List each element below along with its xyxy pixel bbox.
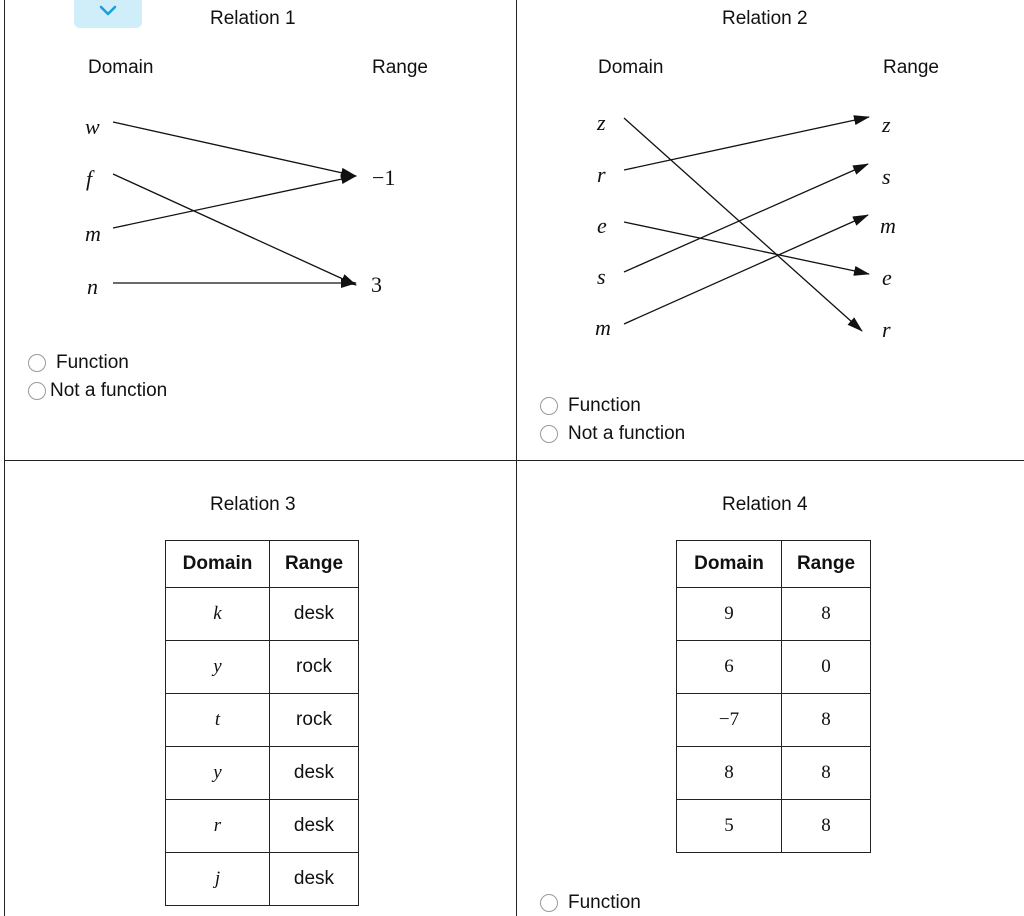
radio-circle[interactable] — [540, 397, 558, 415]
relation1-arrow-m — [113, 176, 356, 228]
relation2-option-function[interactable] — [540, 395, 641, 417]
table-cell-domain: 8 — [677, 747, 782, 800]
relation2-arrow-r — [624, 117, 869, 170]
relation2-arrow-s — [624, 164, 868, 272]
relation1-option-not-function[interactable] — [28, 380, 167, 402]
relation1-option-not-function-label: Not a function — [50, 380, 168, 401]
table-cell-range: 8 — [782, 747, 871, 800]
relation3-header-domain: Domain — [166, 541, 270, 588]
relation1-title: Relation 1 — [210, 8, 296, 29]
table-cell-range: desk — [270, 588, 359, 641]
radio-circle[interactable] — [28, 382, 46, 400]
table-cell-domain: j — [166, 853, 270, 906]
relation1-option-function-label: Function — [56, 352, 129, 373]
table-cell-domain: 6 — [677, 641, 782, 694]
table-cell-range: 8 — [782, 588, 871, 641]
relation2-arrow-m — [624, 215, 868, 324]
table-row — [677, 641, 871, 694]
relation4-title: Relation 4 — [722, 494, 808, 515]
relation1-domain-label: Domain — [88, 57, 154, 78]
relation2-arrow-e — [624, 222, 869, 274]
table-cell-domain: −7 — [677, 694, 782, 747]
relation3-header-range: Range — [270, 541, 359, 588]
table-cell-domain: y — [166, 747, 270, 800]
table-cell-range: desk — [270, 853, 359, 906]
relation4-header-range: Range — [782, 541, 871, 588]
table-header-row — [166, 541, 359, 588]
relation2-option-not-function[interactable] — [540, 423, 685, 445]
table-cell-range: 0 — [782, 641, 871, 694]
relation1-arrow-f — [113, 174, 356, 285]
relation2-range-label: Range — [883, 57, 939, 78]
table-cell-range: rock — [270, 694, 359, 747]
relation2-option-not-function-label: Not a function — [568, 423, 686, 444]
table-cell-domain: 5 — [677, 800, 782, 853]
table-cell-range: 8 — [782, 694, 871, 747]
relation2-range-z: z — [882, 112, 891, 137]
relation2-domain-s: s — [597, 264, 606, 289]
relation2-arrow-z — [624, 118, 862, 331]
table-row — [677, 588, 871, 641]
relation1-domain-f: f — [86, 166, 93, 191]
relation2-domain-label: Domain — [598, 57, 664, 78]
table-cell-domain: k — [166, 588, 270, 641]
relation3-table — [165, 540, 359, 906]
relation1-domain-m: m — [85, 221, 101, 246]
table-cell-domain: 9 — [677, 588, 782, 641]
table-cell-range: rock — [270, 641, 359, 694]
table-cell-range: desk — [270, 747, 359, 800]
relation4-header-domain: Domain — [677, 541, 782, 588]
relation2-option-function-label: Function — [568, 395, 641, 416]
radio-circle[interactable] — [28, 354, 46, 372]
table-cell-range: desk — [270, 800, 359, 853]
table-cell-domain: t — [166, 694, 270, 747]
relation1-domain-n: n — [87, 274, 98, 299]
relation3-title: Relation 3 — [210, 494, 296, 515]
relation2-range-m: m — [880, 213, 896, 238]
table-row — [677, 694, 871, 747]
relation1-range-3: 3 — [371, 272, 382, 297]
relation1-option-function[interactable] — [28, 352, 129, 374]
relation2-range-e: e — [882, 265, 892, 290]
relation2-title: Relation 2 — [722, 8, 808, 29]
table-row — [166, 800, 359, 853]
relation1-range-neg1: −1 — [372, 165, 396, 190]
radio-circle[interactable] — [540, 425, 558, 443]
table-row — [677, 747, 871, 800]
table-row — [166, 694, 359, 747]
table-cell-domain: y — [166, 641, 270, 694]
table-cell-range: 8 — [782, 800, 871, 853]
table-row — [166, 853, 359, 906]
table-cell-domain: r — [166, 800, 270, 853]
relation4-option-function-label: Function — [568, 892, 641, 913]
relation2-range-r: r — [882, 317, 891, 342]
relation2-domain-r: r — [597, 162, 606, 187]
relation2-domain-z: z — [597, 110, 606, 135]
table-row — [166, 641, 359, 694]
table-row — [677, 800, 871, 853]
table-row — [166, 747, 359, 800]
table-header-row — [677, 541, 871, 588]
table-row — [166, 588, 359, 641]
relation2-domain-e: e — [597, 213, 607, 238]
relation1-arrow-w — [113, 122, 356, 176]
relation1-range-label: Range — [372, 57, 428, 78]
relation4-option-function[interactable] — [540, 892, 641, 914]
relation1-domain-w: w — [85, 114, 100, 139]
relation2-range-s: s — [882, 164, 891, 189]
relation2-domain-m: m — [595, 315, 611, 340]
relation4-table — [676, 540, 871, 853]
radio-circle[interactable] — [540, 894, 558, 912]
